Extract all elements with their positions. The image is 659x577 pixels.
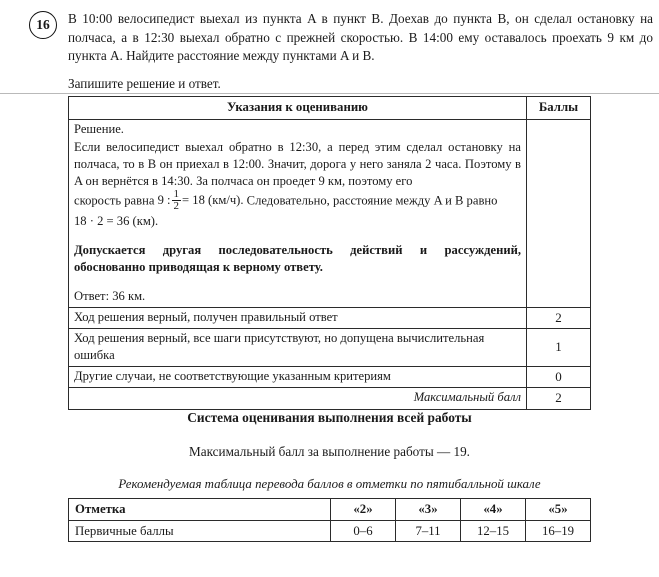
problem-statement: В 10:00 велосипедист выехал из пункта A в пункт B. Доехав до пункта B, он сделал остановку на полчаса, а в 12:30 выехал обратно с прежней скоростью. В 14:00 ему оставалось проехать 9 км до пункта A. Найдите расстояние между пунктами A и B. <box>68 11 653 64</box>
scale-values-row <box>69 520 591 542</box>
solution-row <box>69 120 591 307</box>
scale-table-caption: Рекомендуемая таблица перевода баллов в отметки по пятибалльной шкале <box>118 477 541 491</box>
grade-3: «3» <box>396 499 461 521</box>
max-score-value: 2 <box>527 388 591 409</box>
scale-row-label-marks: Отметка <box>69 499 331 521</box>
fraction-numerator: 1 <box>173 187 180 200</box>
table-row <box>69 328 591 366</box>
solution-answer: Ответ: 36 км. <box>74 288 146 303</box>
solution-paragraph-2 <box>74 187 521 213</box>
range-grade-5: 16–19 <box>526 520 591 542</box>
problem-instruction: Запишите решение и ответ. <box>68 76 221 92</box>
range-grade-3: 7–11 <box>396 520 461 542</box>
range-grade-4: 12–15 <box>461 520 526 542</box>
solution-speed-expression <box>157 187 247 212</box>
table-row <box>69 307 591 328</box>
speed-units: (км/ч). <box>208 193 244 208</box>
equals-result: = 18 <box>182 193 205 208</box>
solution-paragraph-1: Если велосипедист выехал обратно в 12:30, а перед этим сделал остановку на полчаса, то в B он приехал в 12:00. Значит, дорога у него заняла 2 часа. Поэтому в A он вернётся в 14:30. За полчаса он проедет 9 км, поэтому его <box>74 140 521 188</box>
fraction-denominator: 2 <box>173 199 180 212</box>
criteria-table <box>68 96 591 410</box>
problem-text <box>68 10 653 94</box>
criteria-description: Ход решения верный, получен правильный ответ <box>69 307 527 328</box>
solution-score-cell <box>527 120 591 307</box>
table-row <box>69 366 591 387</box>
scale-table <box>68 498 591 542</box>
criteria-header-row <box>69 97 591 120</box>
problem-block <box>0 0 659 94</box>
criteria-score: 1 <box>527 328 591 366</box>
grade-2: «2» <box>331 499 396 521</box>
max-score-row <box>69 388 591 409</box>
criteria-description: Другие случаи, не соответствующие указанным критериям <box>69 366 527 387</box>
criteria-description: Ход решения верный, все шаги присутствуют, но допущена вычислительная ошибка <box>69 328 527 366</box>
solution-paragraph-3: 18 · 2 = 36 (км). <box>74 214 159 229</box>
solution-speed-prefix: скорость равна <box>74 193 155 208</box>
scale-row-label-points: Первичные баллы <box>69 520 331 542</box>
criteria-score: 2 <box>527 307 591 328</box>
criteria-header-score: Баллы <box>527 97 591 120</box>
criteria-header-description: Указания к оцениванию <box>69 97 527 120</box>
solution-cell <box>69 120 527 307</box>
solution-heading: Решение. <box>74 122 124 137</box>
max-work-score-text: Максимальный балл за выполнение работы — 19. <box>189 444 470 459</box>
solution-speed-suffix: Следовательно, расстояние между A и B равно <box>246 193 498 208</box>
criteria-score: 0 <box>527 366 591 387</box>
max-score-label: Максимальный балл <box>69 388 527 409</box>
solution-alternative-note: Допускается другая последовательность действий и рассуждений, обоснованно приводящая к верному ответу. <box>74 242 521 274</box>
scale-header-row <box>69 499 591 521</box>
grade-5: «5» <box>526 499 591 521</box>
grading-system-title: Система оценивания выполнения всей работы <box>187 410 472 425</box>
one-half-fraction <box>172 189 182 212</box>
header-divider <box>0 93 659 94</box>
grade-4: «4» <box>461 499 526 521</box>
divide-operand: 9 : <box>157 193 171 208</box>
task-number-badge: 16 <box>29 11 57 39</box>
range-grade-2: 0–6 <box>331 520 396 542</box>
